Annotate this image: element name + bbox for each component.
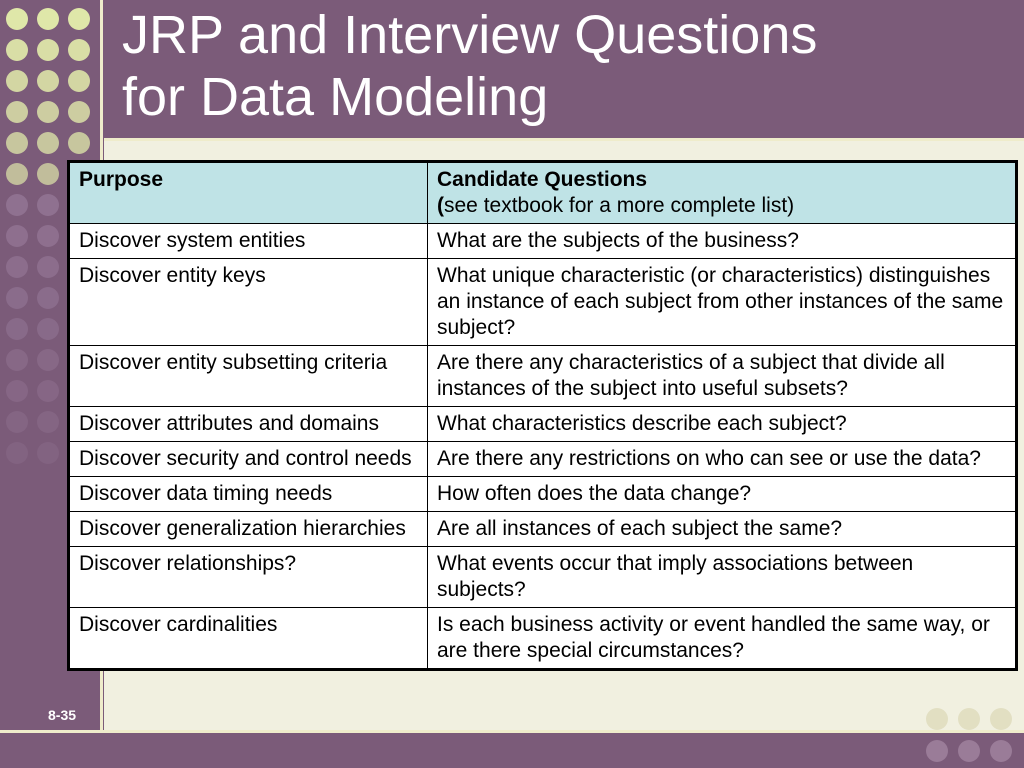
decorative-dot (926, 740, 948, 762)
decorative-dot (37, 8, 59, 30)
decorative-dot (958, 708, 980, 730)
question-cell: How often does the data change? (428, 477, 1017, 512)
header-note-open-paren: ( (437, 194, 444, 217)
question-cell: What characteristics describe each subject? (428, 407, 1017, 442)
decorative-dot (6, 287, 28, 309)
decorative-dot (6, 225, 28, 247)
question-cell: What unique characteristic (or characteristics) distinguishes an instance of each subject from other instances of the same subject? (428, 259, 1017, 346)
slide-number: 8-35 (48, 707, 77, 723)
decorative-dot (37, 256, 59, 278)
decorative-dot (37, 39, 59, 61)
header-candidate-questions-note: see textbook for a more complete list) (444, 194, 795, 217)
decorative-dot (6, 70, 28, 92)
purpose-cell: Discover generalization hierarchies (69, 512, 428, 547)
decorative-dot (37, 287, 59, 309)
slide-title-line-1: JRP and Interview Questions (122, 5, 818, 65)
frame-divider-bottom (0, 730, 1024, 733)
interview-questions-table (67, 160, 1018, 671)
purpose-cell: Discover cardinalities (69, 608, 428, 670)
header-candidate-questions (428, 162, 1017, 224)
table-row (69, 224, 1017, 259)
decorative-dot (926, 708, 948, 730)
decorative-dot (37, 132, 59, 154)
purpose-cell: Discover system entities (69, 224, 428, 259)
header-purpose: Purpose (69, 162, 428, 224)
decorative-dot (37, 349, 59, 371)
decorative-dot (37, 163, 59, 185)
purpose-cell: Discover relationships? (69, 547, 428, 608)
decorative-dot (37, 318, 59, 340)
table-row (69, 512, 1017, 547)
purpose-cell: Discover entity keys (69, 259, 428, 346)
decorative-dot (6, 349, 28, 371)
question-cell: Is each business activity or event handled the same way, or are there special circumstances? (428, 608, 1017, 670)
header-candidate-questions-label: Candidate Questions (437, 168, 648, 191)
question-cell: What events occur that imply associations between subjects? (428, 547, 1017, 608)
decorative-dot (6, 256, 28, 278)
decorative-dot (37, 70, 59, 92)
table-row (69, 259, 1017, 346)
decorative-dot (37, 411, 59, 433)
decorative-dot (68, 70, 90, 92)
table-row (69, 608, 1017, 670)
decorative-dot (6, 380, 28, 402)
purpose-cell: Discover security and control needs (69, 442, 428, 477)
table-header-row (69, 162, 1017, 224)
decorative-dot (6, 39, 28, 61)
decorative-dot (37, 225, 59, 247)
decorative-dot (6, 194, 28, 216)
decorative-dot (37, 442, 59, 464)
question-cell: Are there any restrictions on who can see or use the data? (428, 442, 1017, 477)
decorative-dot (37, 380, 59, 402)
decorative-dot (990, 740, 1012, 762)
table-row (69, 477, 1017, 512)
question-cell: Are all instances of each subject the same? (428, 512, 1017, 547)
decorative-dot (6, 101, 28, 123)
decorative-dot (68, 39, 90, 61)
decorative-dot (6, 442, 28, 464)
slide-title (122, 4, 817, 128)
purpose-cell: Discover entity subsetting criteria (69, 346, 428, 407)
question-cell: Are there any characteristics of a subject that divide all instances of the subject into useful subsets? (428, 346, 1017, 407)
decorative-dot (37, 194, 59, 216)
table-row (69, 547, 1017, 608)
purpose-cell: Discover data timing needs (69, 477, 428, 512)
decorative-dot (6, 318, 28, 340)
table-row (69, 346, 1017, 407)
purpose-cell: Discover attributes and domains (69, 407, 428, 442)
decorative-dot (958, 740, 980, 762)
decorative-dot (6, 8, 28, 30)
decorative-dot (68, 8, 90, 30)
decorative-dot (6, 411, 28, 433)
decorative-dot (6, 163, 28, 185)
frame-divider-horizontal (104, 138, 1024, 141)
question-cell: What are the subjects of the business? (428, 224, 1017, 259)
slide-title-line-2: for Data Modeling (122, 67, 549, 127)
decorative-dot (6, 132, 28, 154)
decorative-dot (37, 101, 59, 123)
decorative-dot (990, 708, 1012, 730)
decorative-dot (68, 101, 90, 123)
decorative-dot (68, 132, 90, 154)
bottom-frame-band (0, 732, 1024, 768)
table-row (69, 442, 1017, 477)
table-row (69, 407, 1017, 442)
